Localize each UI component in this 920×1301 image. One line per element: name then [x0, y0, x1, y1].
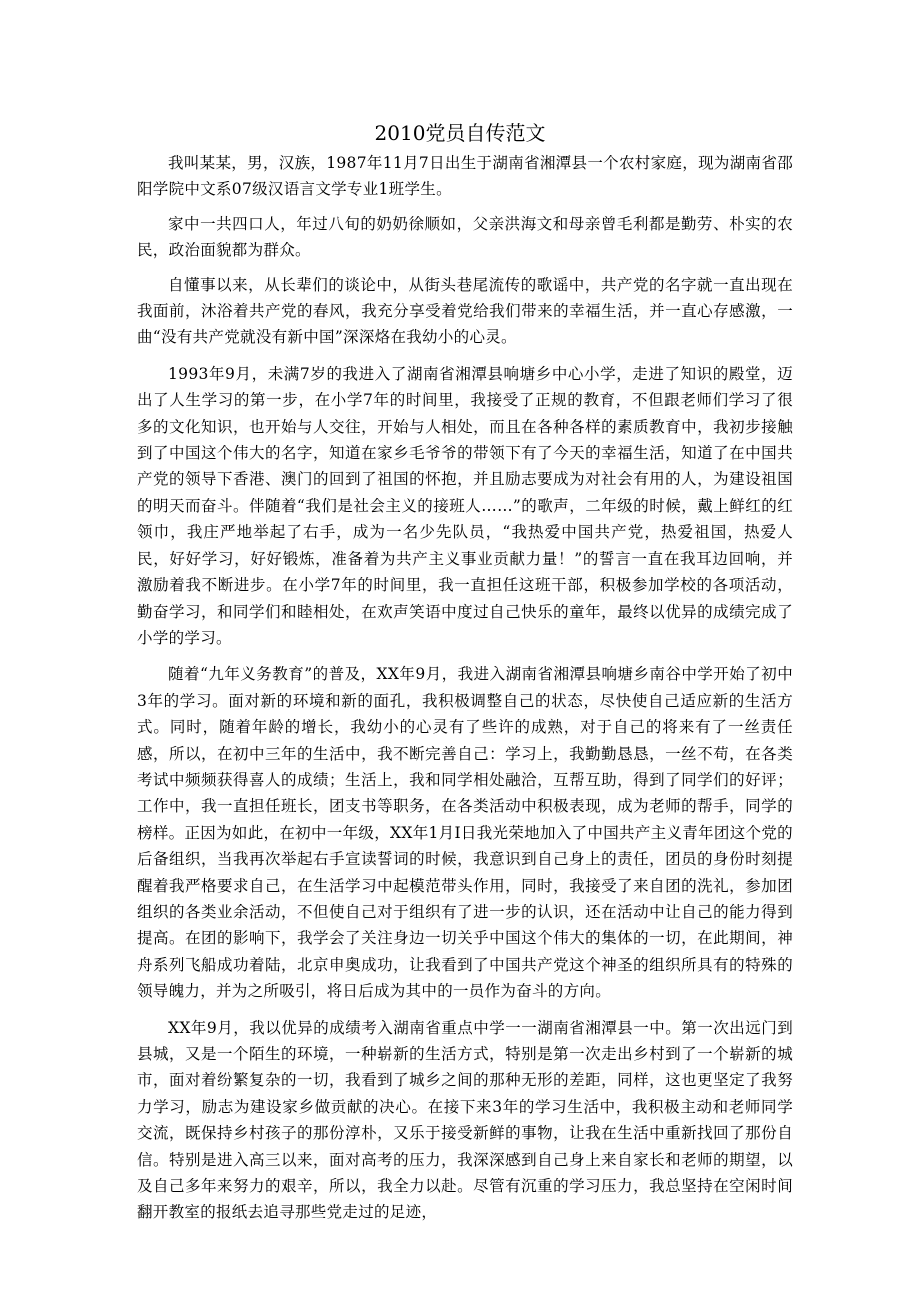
paragraph-primary-school: 1993年9月，未满7岁的我进入了湖南省湘潭县响塘乡中心小学，走进了知识的殿堂，迈出了人生学习的第一步，在小学7年的时间里，我接受了正规的教育，不但跟老师们学习了很多的文化知识，也开始与人交往，开始与人相处，而且在各种各样的素质教育中，我初步接触到了中国这个伟大的名字，知道在家乡毛爷爷的带领下有了今天的幸福生活，知道了在中国共产党的领导下香港、澳门的回到了祖国的怀抱，并且励志要成为对社会有用的人，为建设祖国的明天而奋斗。伴随着“我们是社会主义的接班人……”的歌声，二年级的时候，戴上鲜红的红领巾，我庄严地举起了右手，成为一名少先队员，“我热爱中国共产党，热爱祖国，热爱人民，好好学习，好好锻炼，准备着为共产主义事业贡献力量！”的誓言一直在我耳边回响，并激励着我不断进步。在小学7年的时间里，我一直担任这班干部，积极参加学校的各项活动，勤奋学习，和同学们和睦相处，在欢声笑语中度过自己快乐的童年，最终以优异的成绩完成了小学的学习。 — [137, 364, 793, 647]
paragraph-high-school: XX年9月，我以优异的成绩考入湖南省重点中学一一湖南省湘潭县一中。第一次出远门到县城，又是一个陌生的环境，一种崭新的生活方式，特别是第一次走出乡村到了一个崭新的城市，面对着纷繁复杂的一切，我看到了城乡之间的那种无形的差距，同样，这也更坚定了我努力学习，励志为建设家乡做贡献的决心。在接下来3年的学习生活中，我积极主动和老师同学交流，既保持乡村孩子的那份淳朴，又乐于接受新鲜的事物，让我在生活中重新找回了那份自信。特别是进入高三以来，面对高考的压力，我深深感到自己身上来自家长和老师的期望，以及自己多年来努力的艰辛，所以，我全力以赴。尽管有沉重的学习压力，我总坚持在空闲时间翻开教室的报纸去追寻那些党走过的足迹， — [137, 1018, 793, 1222]
paragraph-intro: 我叫某某，男，汉族，1987年11月7日出生于湖南省湘潭县一个农村家庭，现为湖南省邵阳学院中文系07级汉语言文学专业1班学生。 — [137, 154, 793, 199]
paragraph-childhood: 自懂事以来，从长辈们的谈论中，从街头巷尾流传的歌谣中，共产党的名字就一直出现在我面前，沐浴着共产党的春风，我充分享受着党给我们带来的幸福生活，并一直心存感激，一曲“没有共产党就没有新中国”深深烙在我幼小的心灵。 — [137, 275, 793, 347]
document-body — [137, 150, 793, 1236]
paragraph-family: 家中一共四口人，年过八旬的奶奶徐顺如，父亲洪海文和母亲曾毛利都是勤劳、朴实的农民，政治面貌都为群众。 — [137, 214, 793, 260]
document-title: 2010党员自传范文 — [374, 121, 546, 145]
paragraph-middle-school: 随着“九年义务教育”的普及，XX年9月，我进入湖南省湘潭县响塘乡南谷中学开始了初中3年的学习。面对新的环境和新的面孔，我积极调整自己的状态，尽快使自己适应新的生活方式。同时，随着年龄的增长，我幼小的心灵有了些许的成熟，对于自己的将来有了一丝责任感，所以，在初中三年的生活中，我不断完善自己：学习上，我勤勤恳恳，一丝不苟，在各类考试中频频获得喜人的成绩；生活上，我和同学相处融洽，互帮互助，得到了同学们的好评；工作中，我一直担任班长，团支书等职务，在各类活动中积极表现，成为老师的帮手，同学的榜样。正因为如此，在初中一年级，XX年1月I日我光荣地加入了中国共产主义青年团这个党的后备组织，当我再次举起右手宣读誓词的时候，我意识到自己身上的责任，团员的身份时刻提醒着我严格要求自己，在生活学习中起模范带头作用，同时，我接受了来自团的洗礼，参加团组织的各类业余活动，不但使自己对于组织有了进一步的认识，还在活动中让自己的能力得到提高。在团的影响下，我学会了关注身边一切关乎中国这个伟大的集体的一切，在此期间，神舟系列飞船成功着陆，北京申奥成功，让我看到了中国共产党这个神圣的组织所具有的特殊的领导魄力，并为之所吸引，将日后成为其中的一员作为奋斗的方向。 — [137, 665, 793, 1001]
